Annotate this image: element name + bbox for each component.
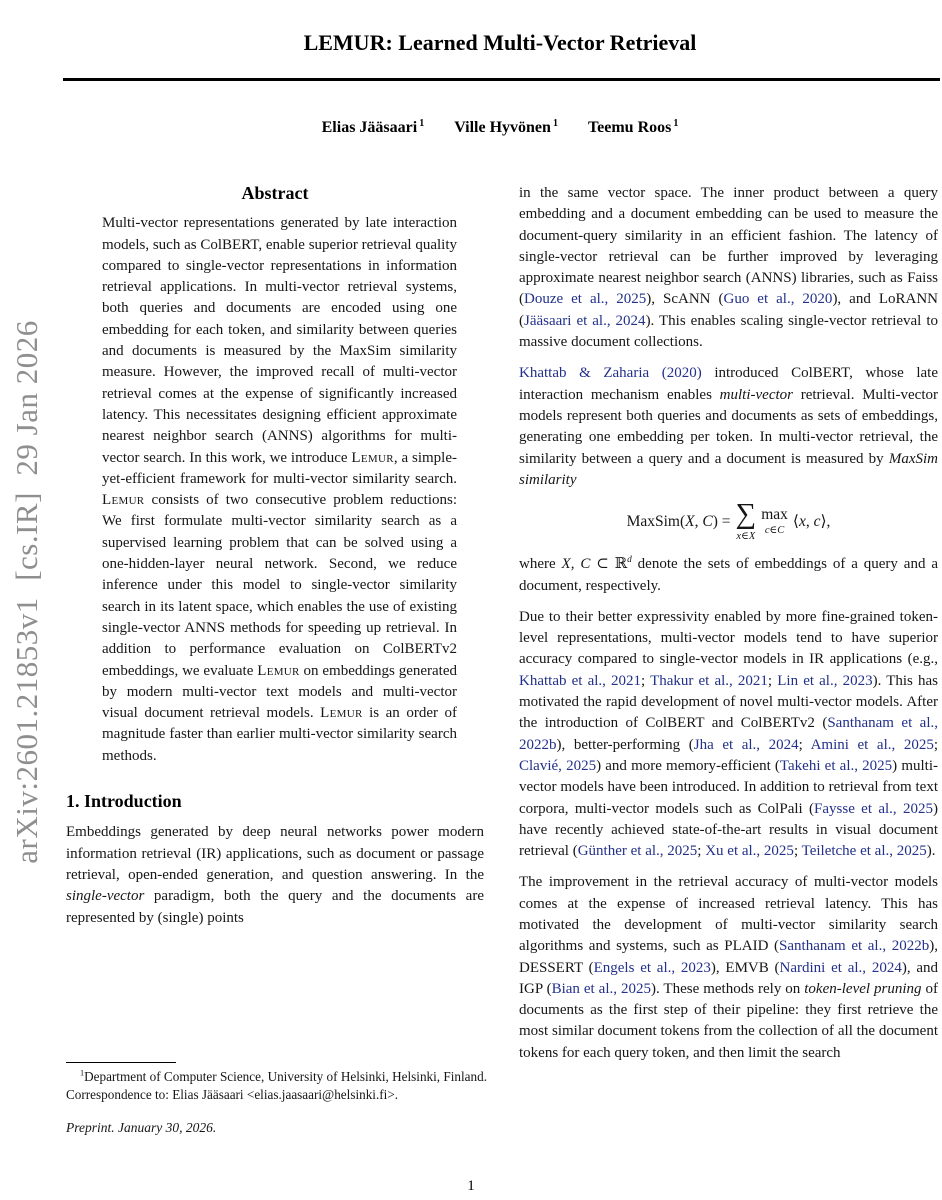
author-name: Teemu Roos $^1$	[587, 118, 679, 137]
text-segment: ) multi-vector models have been introduced. In addition to retrieval from text corpora, multi-vector models such as ColPali (	[519, 757, 939, 817]
text-segment: X	[685, 513, 695, 531]
text-segment: MaxSim(	[626, 513, 686, 531]
text-segment: Lemur	[320, 705, 363, 722]
text-segment: ), EMVB (	[710, 959, 780, 976]
citation-link[interactable]: Douze et al., 2025	[524, 291, 647, 308]
citation-link[interactable]: Xu et al., 2025	[705, 843, 794, 860]
text-segment: paradigm, both the query and the documents are represented by (single) points	[66, 888, 484, 926]
abstract-body	[66, 213, 484, 767]
text-segment: ,	[694, 513, 703, 531]
text-segment: multi-vector	[719, 386, 793, 403]
citation-link[interactable]: Khattab et al., 2021	[519, 672, 642, 689]
text-segment: ;	[641, 672, 651, 689]
citation-link[interactable]: Teiletche et al., 2025	[801, 843, 927, 860]
text-segment: ⟩,	[820, 513, 831, 531]
preprint-note: Preprint. January 30, 2026.	[66, 1119, 217, 1135]
text-segment: retrieval. Multi-vector models represent both queries and documents as sets of embeddings, generating one embedding per token. In multi-vector retrieval, the similarity between a query and a document is measured by	[519, 386, 939, 467]
citation-link[interactable]: Clavié, 2025	[519, 757, 597, 774]
text-segment: consists of two consecutive problem reductions: We first formulate multi-vector similarity search as a supervised learning problem that can be solved using a one-hidden-layer neural network. Second, we reduce inference under this model to single-vector similarity search in its latent space, which enables the use of existing single-vector ANNS methods for speeding up retrieval. In addition to performance evaluation on ColBERTv2 embeddings, we evaluate	[102, 492, 457, 679]
maxsim-equation	[519, 498, 938, 542]
paragraph	[519, 554, 938, 597]
text-segment: c	[813, 513, 821, 531]
citation-link[interactable]: Thakur et al., 2021	[650, 672, 768, 689]
equation-rhs	[793, 513, 831, 530]
section-heading-introduction: 1. Introduction	[66, 791, 182, 812]
text-segment: x	[798, 513, 806, 531]
text-segment: X, C	[561, 556, 591, 573]
left-column	[66, 183, 484, 939]
sum-operator	[735, 498, 757, 542]
citation-link[interactable]: Nardini et al., 2024	[779, 959, 902, 976]
author-affiliation-sup: 1	[419, 118, 425, 129]
text-segment: of documents as the first step of their pipeline: they first retrieve the most similar document tokens from the collection of all the document tokens for each query token, and then limit the search	[519, 980, 938, 1061]
text-segment: ), DESSERT (	[519, 938, 938, 976]
text-segment: where	[519, 556, 562, 573]
text-segment: ).	[926, 843, 936, 860]
text-segment: Department of Computer Science, University of Helsinki, Helsinki, Finland. Correspondence to: Elias Jääsaari <elias.jaasaari@helsinki.fi>.	[66, 1069, 487, 1102]
text-segment: The improvement in the retrieval accuracy of multi-vector models comes at the expense of increased retrieval latency. This has motivated the development of multi-vector similarity search algorithms and systems, such as PLAID (	[519, 874, 938, 955]
author-line	[60, 118, 940, 137]
text-segment: , a simple-yet-efficient framework for multi-vector similarity search.	[102, 449, 457, 487]
footnote-block	[66, 1062, 487, 1136]
max-operator	[761, 506, 788, 537]
right-column	[519, 183, 938, 1074]
author-affiliation-sup: 1	[552, 118, 558, 129]
text-segment: ), ScANN (	[646, 291, 724, 308]
citation-link[interactable]: Takehi et al., 2025	[779, 757, 893, 774]
text-segment: Lemur	[257, 662, 300, 679]
text-segment: ), better-performing (	[556, 736, 694, 753]
text-segment: is an order of magnitude faster than earlier multi-vector similarity search methods.	[102, 705, 458, 764]
text-segment: ) have recently achieved state-of-the-art results in visual document retrieval (	[519, 800, 938, 860]
text-segment: on embeddings generated by modern multi-vector text models and multi-vector visual document retrieval models.	[102, 662, 457, 722]
text-segment: ⟨	[792, 513, 799, 531]
author-name: Elias Jääsaari $^1$	[321, 118, 425, 137]
max-symbol: max	[761, 506, 788, 524]
text-segment: ). These methods rely on	[650, 980, 805, 997]
citation-link[interactable]: Khattab & Zaharia (2020)	[519, 365, 702, 382]
citation-link[interactable]: Santhanam et al., 2022b	[779, 938, 930, 955]
text-segment: MaxSim similarity	[519, 450, 938, 488]
footnote-text	[66, 1068, 487, 1104]
arxiv-watermark: arXiv:2601.21853v1 [cs.IR] 29 Jan 2026	[9, 320, 44, 864]
text-segment: Lemur	[102, 492, 145, 509]
text-segment: ,	[805, 513, 814, 531]
citation-link[interactable]: Jääsaari et al., 2024	[524, 312, 646, 329]
footnote-rule	[66, 1062, 176, 1063]
text-segment: Multi-vector representations generated by late interaction models, such as ColBERT, enable superior retrieval quality compared to single-vector representations in information retrieval applications. In multi-vector retrieval systems, both queries and documents are encoded using one embedding for each token, and similarity between queries and documents is measured by the MaxSim similarity measure. However, the improved recall of multi-vector retrieval comes at the expense of significantly increased latency. This necessitates designing efficient approximate nearest neighbor search (ANNS) algorithms for multi-vector search. In this work, we introduce	[102, 215, 457, 466]
sum-limit	[736, 531, 755, 543]
author-name: Ville Hyvönen $^1$	[454, 118, 558, 137]
text-segment: ) and more memory-efficient (	[596, 757, 780, 774]
text-segment: c∈C	[764, 525, 785, 537]
text-segment: ;	[933, 736, 938, 753]
citation-link[interactable]: Jha et al., 2024	[693, 736, 799, 753]
text-segment: C	[702, 513, 713, 531]
text-segment: 1	[80, 1068, 85, 1078]
text-segment: ⊂ ℝ	[590, 556, 628, 573]
text-segment: d	[627, 555, 632, 566]
citation-link[interactable]: Guo et al., 2020	[723, 291, 833, 308]
citation-link[interactable]: Santhanam et al., 2022b	[519, 715, 938, 753]
text-segment: denote the sets of embeddings of a query and a document, respectively.	[519, 556, 938, 594]
author-affiliation-sup: 1	[673, 118, 679, 129]
sigma-symbol: ∑	[735, 498, 757, 531]
text-segment: in the same vector space. The inner product between a query embedding and a document embedding can be used to measure the document-query similarity in an efficient fashion. The latency of single-vector retrieval can be further improved by leveraging approximate nearest neighbor search (ANNS) libraries, such as Faiss (	[519, 185, 938, 308]
text-segment: ). This has motivated the rapid development of novel multi-vector models. After the introduction of ColBERT and ColBERTv2 (	[519, 672, 939, 732]
text-segment: Due to their better expressivity enabled by more fine-grained token-level representations, multi-vector models tend to have superior accuracy compared to single-vector models in IR applications (e.g.,	[519, 608, 938, 668]
citation-link[interactable]: Amini et al., 2025	[810, 736, 934, 753]
text-segment: ;	[793, 843, 802, 860]
page-number: 1	[467, 1178, 475, 1194]
paragraph	[519, 872, 938, 1064]
paper-title: LEMUR: Learned Multi-Vector Retrieval	[303, 30, 697, 55]
paragraph	[519, 363, 938, 491]
text-segment: introduced ColBERT, whose late interaction mechanism enables	[519, 365, 938, 403]
text-segment: ), and LoRANN (	[519, 291, 938, 329]
equation-lhs	[627, 513, 731, 530]
text-segment: Lemur	[351, 449, 394, 466]
citation-link[interactable]: Bian et al., 2025	[551, 980, 651, 997]
text-segment: ). This enables scaling single-vector retrieval to massive document collections.	[519, 312, 938, 351]
text-segment: ;	[767, 672, 778, 689]
text-segment: token-level pruning	[804, 980, 922, 997]
text-segment: Embeddings generated by deep neural networks power modern information retrieval (IR) applications, such as document or passage retrieval, open-ended generation, and question answering. In the	[66, 824, 484, 883]
citation-link[interactable]: Faysse et al., 2025	[814, 800, 933, 817]
text-segment: x∈X	[736, 530, 756, 542]
citation-link[interactable]: Lin et al., 2023	[777, 672, 873, 689]
citation-link[interactable]: Engels et al., 2023	[593, 959, 711, 976]
text-segment: ;	[798, 736, 811, 753]
paragraph	[519, 183, 938, 353]
text-segment: ;	[697, 843, 706, 860]
text-segment: ), and IGP (	[519, 959, 939, 997]
intro-paragraph	[66, 822, 484, 928]
paragraph	[519, 607, 938, 863]
max-limit	[765, 525, 784, 537]
abstract-heading: Abstract	[241, 183, 309, 203]
title-rule	[63, 78, 940, 81]
text-segment: ) =	[712, 513, 731, 531]
text-segment: single-vector	[66, 888, 145, 905]
citation-link[interactable]: Günther et al., 2025	[577, 843, 698, 860]
